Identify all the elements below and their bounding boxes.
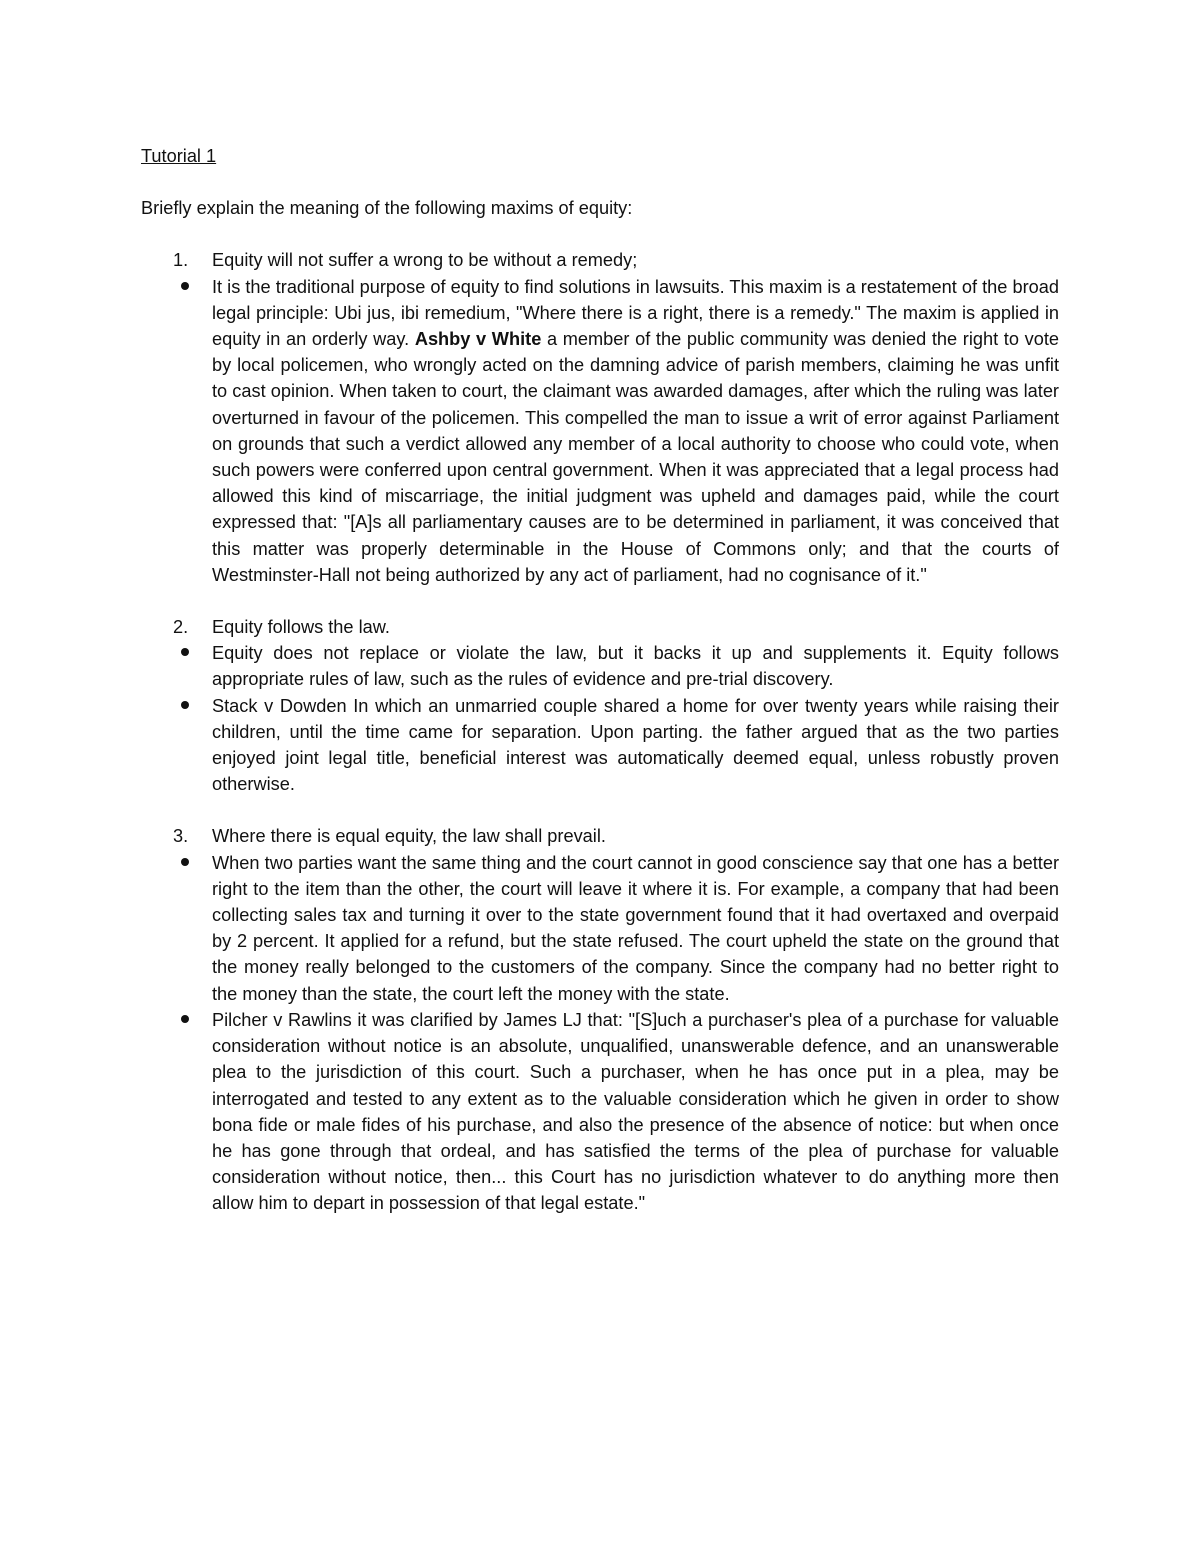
bullet-icon: [181, 701, 189, 709]
maxim-number: 2.: [173, 617, 189, 638]
point-text: When two parties want the same thing and the court cannot in good conscience say that one has a better right to the item than the other, the court will leave it where it is. For example, a company that had been collecting sales tax and turning it over to the state government found that it had overtaxed and overpaid by 2 percent. It applied for a refund, but the state refused. The court upheld the state on the ground that the money really belonged to the customers of the company. Since the company had no better right to the money than the state, the court left the money with the state.: [212, 852, 1059, 1004]
maxim-item: [141, 247, 1059, 588]
point-text: Equity does not replace or violate the law, but it backs it up and supplements it. Equity follows appropriate rules of law, such as the rules of evidence and pre-trial discovery.: [212, 643, 1059, 690]
maxim-number: 3.: [173, 826, 189, 847]
maxim-heading: Equity follows the law.: [212, 617, 390, 638]
maxim-points: [212, 274, 1059, 588]
list-item: [212, 640, 1059, 692]
list-item: [212, 693, 1059, 798]
bullet-icon: [181, 1015, 189, 1023]
point-text: Pilcher v Rawlins it was clarified by James LJ that: "[S]uch a purchaser's plea of a purchase for valuable consideration without notice is an absolute, unqualified, unanswerable defence, and an unanswerable plea to the jurisdiction of this court. Such a purchaser, when he has once put in a plea, may be interrogated and tested to any extent as to the valuable consideration which he given in order to show bona fide or male fides of his purchase, and also the presence of the absence of notice: but when once he has gone through that ordeal, and has satisfied the terms of the plea of purchase for valuable consideration without notice, then... this Court has no jurisdiction whatever to do anything more then allow him to depart in possession of that legal estate.": [212, 1009, 1059, 1214]
point-text: It is the traditional purpose of equity to find solutions in lawsuits. This maxim is a restatement of the broad legal principle: Ubi jus, ibi remedium, "Where there is a right, there is a remedy." The maxim is applied in equity in an orderly way.: [212, 276, 1059, 350]
bullet-icon: [181, 858, 189, 866]
point-text: Stack v Dowden In which an unmarried couple shared a home for over twenty years while raising their children, until the time came for separation. Upon parting. the father argued that as the two parties enjoyed joint legal title, beneficial interest was automatically deemed equal, unless robustly proven otherwise.: [212, 695, 1059, 795]
page-title: Tutorial 1: [141, 146, 217, 166]
document-body: [141, 143, 1059, 1243]
list-item: [212, 274, 1059, 588]
case-name: Ashby v White: [414, 329, 542, 350]
maxim-item: [141, 614, 1059, 797]
bullet-icon: [181, 282, 189, 290]
maxim-points: [212, 850, 1059, 1217]
list-item: [212, 850, 1059, 1007]
maxim-number: 1.: [173, 250, 189, 271]
list-item: [212, 1007, 1059, 1217]
maxim-heading: Equity will not suffer a wrong to be without a remedy;: [212, 250, 638, 271]
maxim-points: [212, 640, 1059, 797]
bullet-icon: [181, 648, 189, 656]
point-text-continued: a member of the public community was denied the right to vote by local policemen, who wrongly acted on the damning advice of parish members, claiming he was unfit to cast opinion. When taken to court, the claimant was awarded damages, after which the ruling was later overturned in favour of the policemen. This compelled the man to issue a writ of error against Parliament on grounds that such a verdict allowed any member of a local authority to choose who could vote, when such powers were conferred upon central government. When it was appreciated that a legal process had allowed this kind of miscarriage, the initial judgment was upheld and damages paid, while the court expressed that: "[A]s all parliamentary causes are to be determined in parliament, it was conceived that this matter was properly determinable in the House of Commons only; and that the courts of Westminster-Hall not being authorized by any act of parliament, had no cognisance of it.": [212, 329, 1059, 585]
maxim-heading: Where there is equal equity, the law shall prevail.: [212, 826, 606, 847]
maxims-list: [141, 247, 1059, 1216]
intro-text: Briefly explain the meaning of the following maxims of equity:: [141, 198, 633, 219]
maxim-item: [141, 823, 1059, 1216]
